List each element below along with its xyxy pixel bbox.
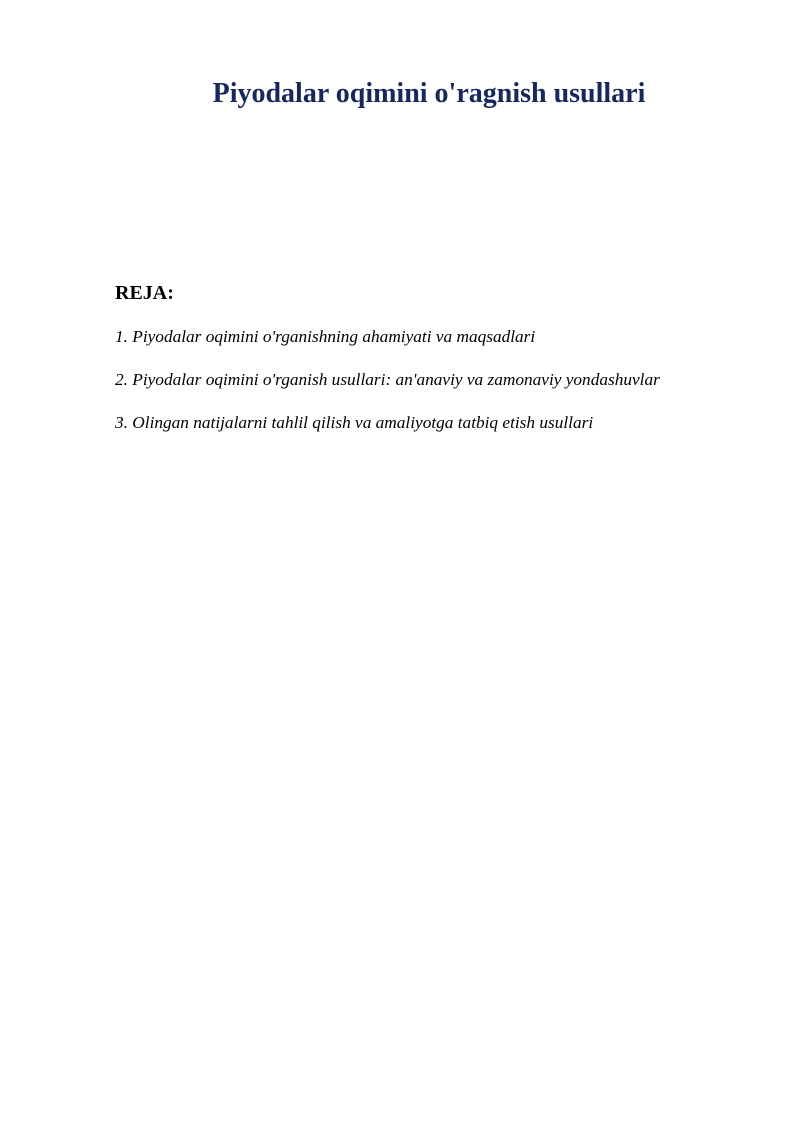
- document-title: Piyodalar oqimini o'ragnish usullari: [212, 78, 646, 109]
- plan-item: 2. Piyodalar oqimini o'rganish usullari: an'anaviy va zamonaviy yondashuvlar: [115, 370, 660, 389]
- plan-heading: REJA:: [115, 282, 174, 304]
- plan-item: 1. Piyodalar oqimini o'rganishning ahamiyati va maqsadlari: [115, 327, 536, 346]
- plan-item: 3. Olingan natijalarni tahlil qilish va amaliyotga tatbiq etish usullari: [115, 413, 594, 432]
- plan-list: [115, 323, 775, 452]
